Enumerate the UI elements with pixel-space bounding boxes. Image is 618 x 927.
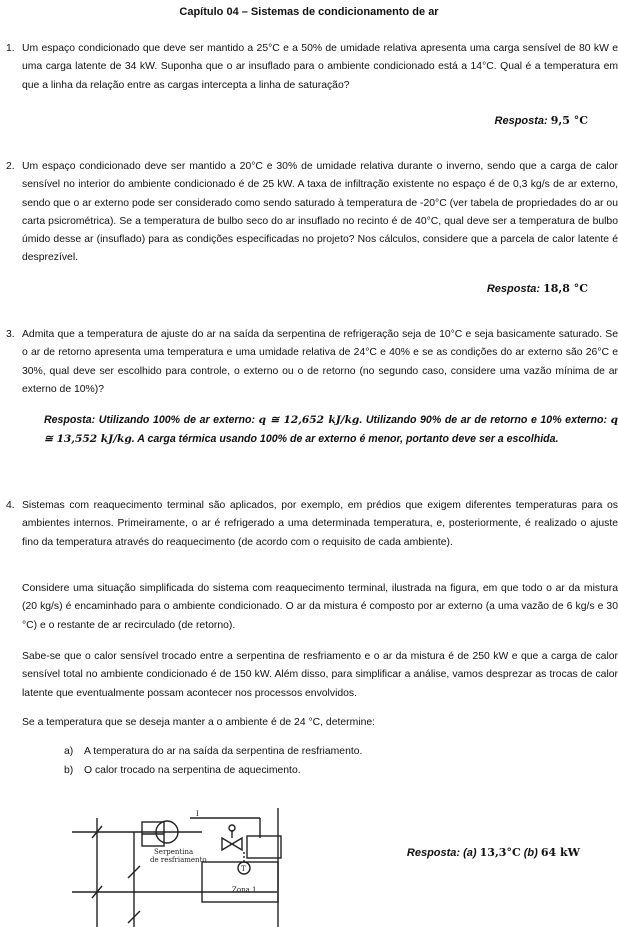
answer-label: Resposta: (a) [406,847,480,859]
answer-text: . Utilizando 90% de ar de retorno e 10% externo: [359,414,611,426]
question-paragraph-1: Sistemas com reaquecimento terminal são aplicados, por exemplo, em prédios que exigem diferentes temperaturas para os ambientes internos. Primeiramente, o ar é refrigerado a uma determinada temperatura, e, posteriormente, é realizado o ajuste fino da temperatura através do reaquecimento (de acordo com o requisito de cada ambiente). [22,500,618,548]
zone-label: Zona 1 [232,886,257,894]
question-paragraph-3: Sabe-se que o calor sensível trocado entre a serpentina de resfriamento e o ar da mistura é de 250 kW e que a carga de calor sensível total no ambiente condicionado é de 150 kW. Além disso, para simplificar a análise, vamos desprezar as trocas de calor latente que eventualmente possam acontecer nos processos envolvidos. [22,651,618,699]
answer-label-b: (b) [520,847,541,859]
question-paragraph-4: Se a temperatura que se deseja manter a o ambiente é de 24 °C, determine: [22,717,376,728]
question-number: 4. [6,500,15,511]
question-2 [6,158,618,268]
chapter-title: Capítulo 04 – Sistemas de condicionamento de ar [179,6,439,18]
question-1 [6,40,618,95]
coil-label-line1: Serpentina [154,848,194,856]
thermostat-label: T [241,865,246,873]
answer-text: . A carga térmica usando 100% de ar externo é menor, portanto deve ser a escolhida. [131,433,559,445]
question-4-paragraph-2 [22,580,618,635]
answer-text: Resposta: Utilizando 100% de ar externo: [44,414,259,426]
list-item-text: A temperatura do ar na saída da serpentina de resfriamento. [84,746,363,757]
question-text: Um espaço condicionado que deve ser mantido a 25°C e a 50% de umidade relativa apresenta uma carga sensível de 80 kW e uma carga latente de 34 kW. Suponha que o ar insuflado para o ambiente condicionado está a 14°C. Qual é a temperatura em que a linha da relação entre as cargas intercepta a linha de saturação? [22,43,618,91]
reheat-system-figure [72,808,372,927]
question-4-paragraph-4 [22,714,618,732]
question-paragraph-2: Considere uma situação simplificada do sistema com reaquecimento terminal, ilustrada na figura, em que todo o ar da mistura (20 kg/s) é encaminhado para o ambiente condicionado. O ar da mistura é composto por ar externo (a uma vazão de 6 kg/s e 30 °C) e o restante de ar recirculado (de retorno). [22,583,618,631]
answer-value: 18,8 °C [543,282,588,295]
answer-1 [495,114,588,127]
reheat-coil-shape [247,836,281,858]
question-4 [6,497,618,552]
list-item [64,762,301,780]
list-item-label: a) [64,746,74,757]
question-4-paragraph-3 [22,648,618,703]
answer-value-b: 64 kW [540,846,580,859]
question-3 [6,326,618,399]
answer-label: Resposta: [486,283,541,295]
answer-2 [487,282,588,295]
zone-room-shape [202,862,278,902]
answer-value-a: 13,3°C [479,846,521,859]
list-item [64,743,362,761]
answer-value: 9,5 °C [550,114,588,127]
answer-3 [44,411,618,449]
answer-4 [407,846,580,859]
question-number: 3. [6,329,15,340]
answer-math: q ≅ 12,652 kJ/kg [258,414,360,426]
question-text: Admita que a temperatura de ajuste do ar na saída da serpentina de refrigeração seja de 10°C e seja basicamente saturado. Se o ar de retorno apresenta uma temperatura e uma umidade relativa de 24°C e 40% e se as condições do ar externo são 26°C e 30%, qual deve ser escolhido para controle, o externo ou o de retorno (no segundo caso, considere uma vazão mínima de ar externo de 10%)? [22,329,618,395]
figure-tag: I [196,810,199,818]
question-number: 1. [6,43,15,54]
question-text: Um espaço condicionado deve ser mantido a 20°C e 30% de umidade relativa durante o inverno, sendo que a carga de calor sensível no interior do ambiente condicionado é de 25 kW. A taxa de infiltração existente no espaço é de 0,3 kg/s de ar externo, sendo que o ar externo pode ser considerado como sendo saturado à temperatura de -20°C (ver tabela de propriedades do ar ou carta psicrométrica). Se a temperatura de bulbo seco do ar insuflado no recinto é de 40°C, qual deve ser a temperatura de bulbo úmido desse ar (insuflado) para as condições especificadas no projeto? Nos cálculos, considere que a parcela de calor latente é desprezível. [22,161,618,264]
list-item-label: b) [64,765,74,776]
question-number: 2. [6,161,15,172]
coil-label-line2: de resfriamento [150,856,207,864]
answer-label: Resposta: [494,115,548,127]
list-item-text: O calor trocado na serpentina de aquecimento. [84,765,301,776]
answer-math: q ≅ 13,552 kJ/kg [44,414,618,445]
